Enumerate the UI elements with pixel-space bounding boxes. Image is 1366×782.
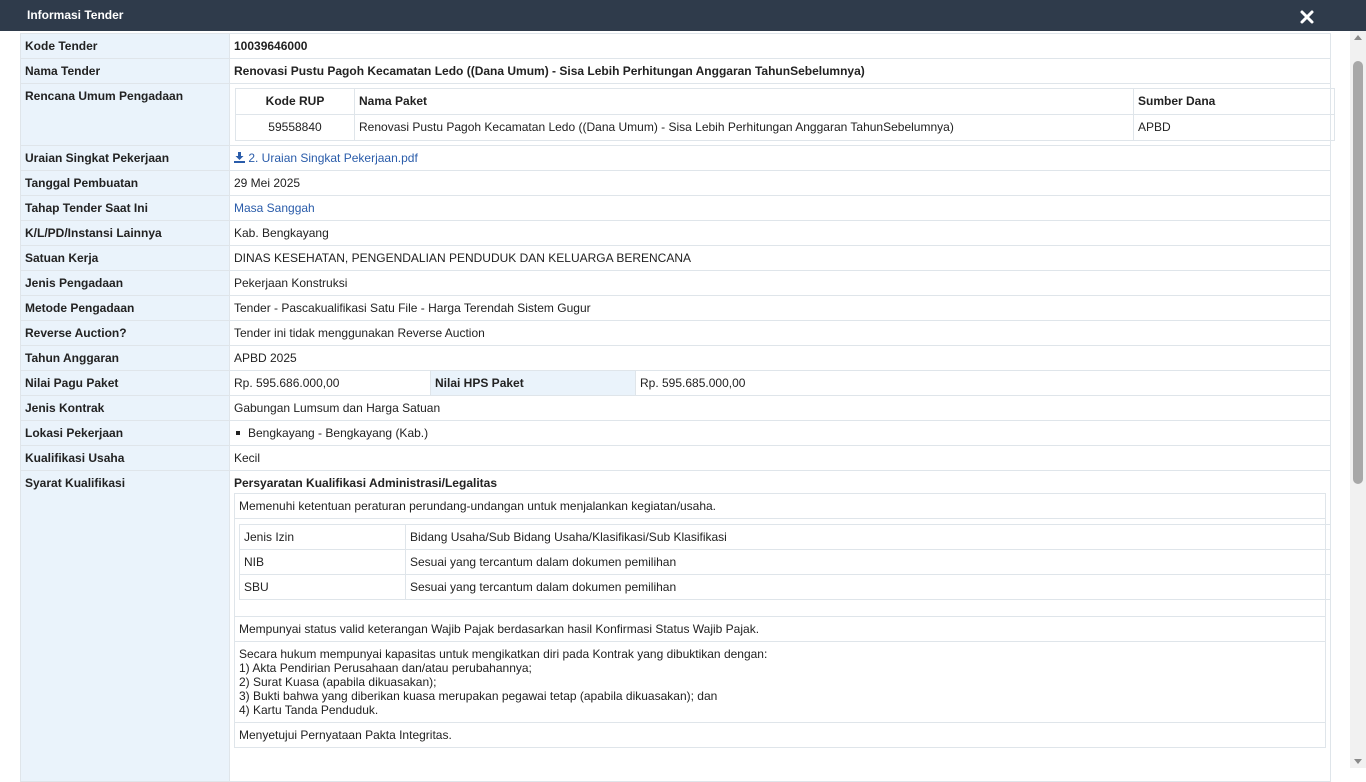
rup-cell-nama: Renovasi Pustu Pagoh Kecamatan Ledo ((Dana Umum) - Sisa Lebih Perhitungan Anggaran TahunSebelumnya) [355,115,1134,141]
label-uraian: Uraian Singkat Pekerjaan [21,146,230,171]
row-satker [21,246,1331,271]
rup-header-sumber: Sumber Dana [1134,89,1335,115]
izin-header-bidang: Bidang Usaha/Sub Bidang Usaha/Klasifikasi/Sub Klasifikasi [406,525,1331,550]
tender-info-panel [20,33,1331,782]
table-row [240,550,1331,575]
value-metode: Tender - Pascakualifikasi Satu File - Harga Terendah Sistem Gugur [230,296,1331,321]
label-kode-tender: Kode Tender [21,34,230,59]
syarat-item-4: Menyetujui Pernyataan Pakta Integritas. [239,728,452,742]
rup-header-nama: Nama Paket [355,89,1134,115]
syarat-item-2: Mempunyai status valid keterangan Wajib Pajak berdasarkan hasil Konfirmasi Status Wajib Pajak. [235,617,1325,642]
syarat-item-3 [235,642,1325,723]
bullet-icon [236,431,240,435]
modal-titlebar [0,0,1366,31]
row-kualifikasi [21,446,1331,471]
label-lokasi: Lokasi Pekerjaan [21,421,230,446]
table-row [236,115,1335,141]
scrollbar-thumb[interactable] [1353,61,1363,484]
izin-cell-jenis: SBU [240,575,406,600]
label-klpd: K/L/PD/Instansi Lainnya [21,221,230,246]
tender-info-table [20,33,1331,782]
value-pagu: Rp. 595.686.000,00 [234,376,340,390]
row-tahap [21,196,1331,221]
syarat-title: Persyaratan Kualifikasi Administrasi/Legalitas [234,476,497,490]
value-kode-tender: 10039646000 [230,34,1331,59]
value-reverse: Tender ini tidak menggunakan Reverse Auction [230,321,1331,346]
close-icon[interactable] [1298,6,1316,26]
rup-header-kode: Kode RUP [236,89,355,115]
label-tahun: Tahun Anggaran [21,346,230,371]
value-jenis-pengadaan: Pekerjaan Konstruksi [230,271,1331,296]
label-pagu: Nilai Pagu Paket [21,371,230,396]
row-uraian [21,146,1331,171]
rup-cell-sumber: APBD [1134,115,1335,141]
scroll-down-icon[interactable] [1354,759,1362,764]
row-metode [21,296,1331,321]
label-kualifikasi: Kualifikasi Usaha [21,446,230,471]
syarat-item-3-line: 4) Kartu Tanda Penduduk. [239,703,379,717]
label-tahap: Tahap Tender Saat Ini [21,196,230,221]
label-hps: Nilai HPS Paket [430,371,636,395]
modal-title: Informasi Tender [27,8,124,22]
label-nama-tender: Nama Tender [21,59,230,84]
value-jenis-kontrak: Gabungan Lumsum dan Harga Satuan [230,396,1331,421]
label-metode: Metode Pengadaan [21,296,230,321]
value-tahun: APBD 2025 [230,346,1331,371]
row-tahun [21,346,1331,371]
row-syarat [21,471,1331,782]
label-reverse: Reverse Auction? [21,321,230,346]
syarat-item-1: Memenuhi ketentuan peraturan perundang-undangan untuk menjalankan kegiatan/usaha. [235,494,1325,519]
value-hps: Rp. 595.685.000,00 [640,376,746,390]
vertical-scrollbar[interactable] [1350,31,1366,768]
value-lokasi: Bengkayang - Bengkayang (Kab.) [248,426,429,440]
izin-table [239,524,1331,600]
uraian-download-link[interactable] [234,151,418,165]
label-satker: Satuan Kerja [21,246,230,271]
scroll-up-icon[interactable] [1354,35,1362,40]
label-rup: Rencana Umum Pengadaan [21,84,230,146]
value-klpd: Kab. Bengkayang [230,221,1331,246]
label-syarat: Syarat Kualifikasi [21,471,230,782]
label-tanggal: Tanggal Pembuatan [21,171,230,196]
tahap-link[interactable]: Masa Sanggah [234,201,315,215]
uraian-file-name: 2. Uraian Singkat Pekerjaan.pdf [248,151,418,165]
row-reverse [21,321,1331,346]
row-jenis-kontrak [21,396,1331,421]
row-pagu [21,371,1331,396]
row-lokasi [21,421,1331,446]
download-icon [234,151,248,165]
izin-cell-jenis: NIB [240,550,406,575]
syarat-box [234,493,1326,748]
label-jenis-kontrak: Jenis Kontrak [21,396,230,421]
value-tanggal: 29 Mei 2025 [230,171,1331,196]
izin-header-jenis: Jenis Izin [240,525,406,550]
syarat-item-3-line: 1) Akta Pendirian Perusahaan dan/atau perubahannya; [239,661,532,675]
syarat-item-3-line: Secara hukum mempunyai kapasitas untuk mengikatkan diri pada Kontrak yang dibuktikan dengan: [239,647,768,661]
value-kualifikasi: Kecil [230,446,1331,471]
value-nama-tender: Renovasi Pustu Pagoh Kecamatan Ledo ((Dana Umum) - Sisa Lebih Perhitungan Anggaran TahunSebelumnya) [230,59,1331,84]
izin-cell-bidang: Sesuai yang tercantum dalam dokumen pemilihan [406,550,1331,575]
table-row [240,575,1331,600]
row-jenis-pengadaan [21,271,1331,296]
syarat-item-3-line: 2) Surat Kuasa (apabila dikuasakan); [239,675,437,689]
row-nama-tender [21,59,1331,84]
table-row [240,525,1331,550]
syarat-item-3-line: 3) Bukti bahwa yang diberikan kuasa merupakan pegawai tetap (apabila dikuasakan); dan [239,689,718,703]
rup-cell-kode: 59558840 [236,115,355,141]
row-tanggal [21,171,1331,196]
rup-table [235,88,1335,141]
value-satker: DINAS KESEHATAN, PENGENDALIAN PENDUDUK DAN KELUARGA BERENCANA [230,246,1331,271]
row-klpd [21,221,1331,246]
row-rup [21,84,1331,146]
row-kode-tender [21,34,1331,59]
label-jenis-pengadaan: Jenis Pengadaan [21,271,230,296]
izin-cell-bidang: Sesuai yang tercantum dalam dokumen pemilihan [406,575,1331,600]
